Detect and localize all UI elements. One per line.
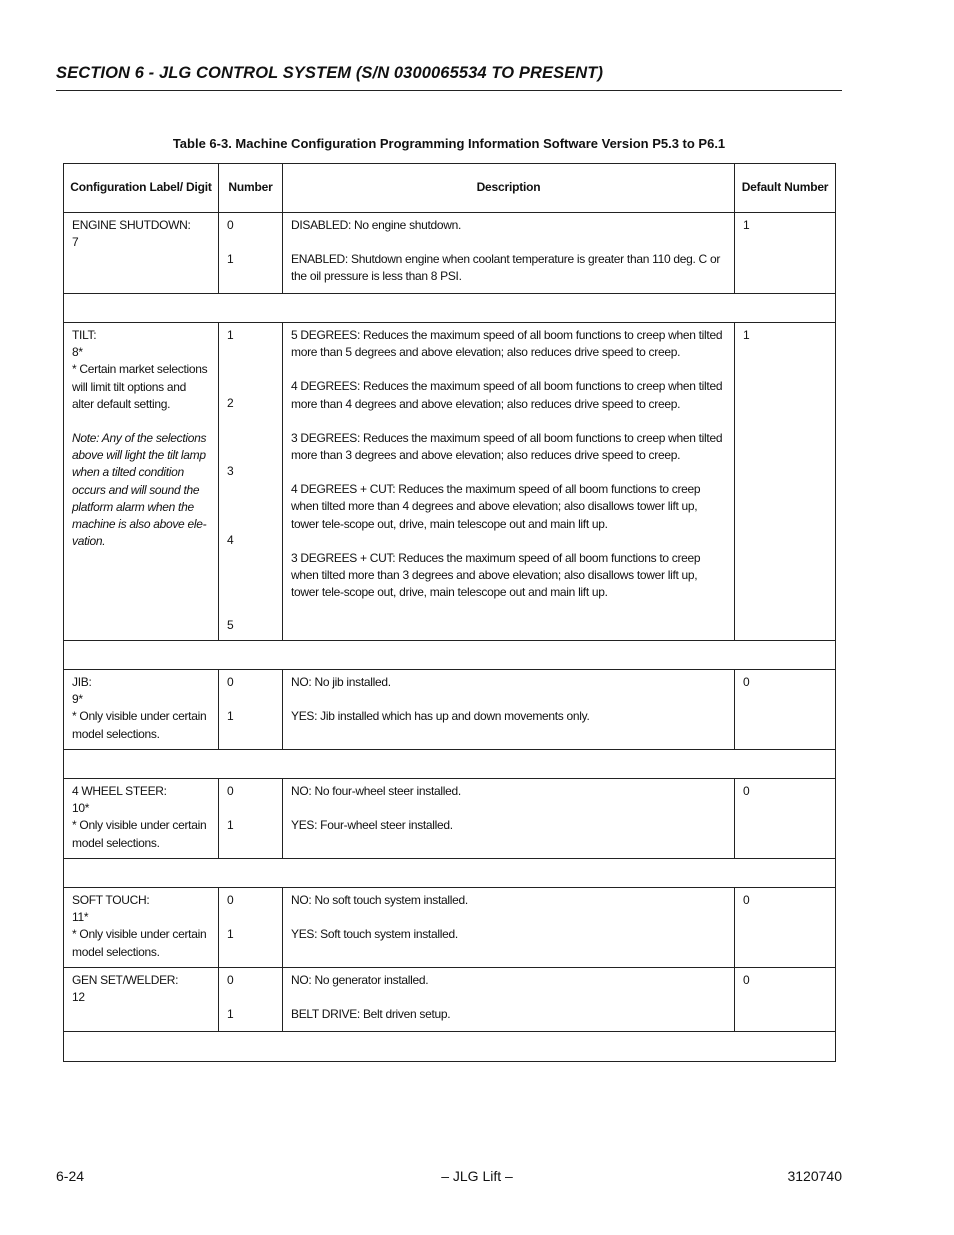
spacer-row (64, 641, 836, 670)
option-number: 1 (227, 709, 234, 724)
column-header-label: Configuration Label/ Digit (64, 164, 219, 213)
option-number: 5 (227, 617, 234, 632)
config-label: GEN SET/WELDER: (72, 973, 179, 988)
table-caption: Table 6-3. Machine Configuration Programming Information Software Version P5.3 to P6.1 (172, 136, 726, 151)
configuration-table (63, 163, 836, 1062)
spacer-row (64, 1032, 836, 1062)
description-cell (283, 779, 735, 859)
option-description: NO: No jib installed. (291, 675, 391, 690)
label-cell (64, 323, 219, 641)
config-digit: 12 (72, 990, 85, 1005)
table-row-tilt (64, 323, 836, 641)
number-cell (219, 888, 283, 968)
config-note: Note: Any of the selections above will light the tilt lamp when a tilted condition occurs and will sound the platform alarm when the machine is also above ele-vation. (72, 431, 207, 549)
option-number: 0 (227, 893, 234, 908)
option-number: 2 (227, 396, 234, 411)
label-cell (64, 888, 219, 968)
default-cell: 1 (735, 213, 836, 294)
config-digit: 9* (72, 692, 83, 707)
table-header-row (64, 164, 836, 213)
header-rule (56, 90, 842, 91)
number-cell (219, 779, 283, 859)
label-cell (64, 968, 219, 1032)
option-number: 0 (227, 218, 234, 232)
config-footnote: * Only visible under certain model selections. (72, 818, 207, 850)
config-label: TILT: (72, 328, 97, 342)
config-footnote: * Only visible under certain model selections. (72, 709, 207, 741)
column-header-default: Default Number (735, 164, 836, 213)
config-label: 4 WHEEL STEER: (72, 784, 167, 799)
option-description: 5 DEGREES: Reduces the maximum speed of all boom functions to creep when tilted more than 5 degrees and above elevation; also reduces drive speed to creep. (291, 328, 723, 360)
default-cell: 0 (735, 888, 836, 968)
number-cell (219, 323, 283, 641)
option-number: 1 (227, 1007, 234, 1022)
option-number: 0 (227, 784, 234, 799)
default-cell: 0 (735, 968, 836, 1032)
option-description: BELT DRIVE: Belt driven setup. (291, 1007, 451, 1022)
number-cell (219, 213, 283, 294)
config-label: ENGINE SHUTDOWN: (72, 218, 191, 232)
number-cell (219, 670, 283, 750)
config-footnote: * Certain market selections will limit tilt options and alter default setting. (72, 362, 208, 411)
table-row-jib (64, 670, 836, 750)
config-label: JIB: (72, 675, 92, 690)
option-description: NO: No soft touch system installed. (291, 893, 468, 908)
option-description: 4 DEGREES: Reduces the maximum speed of all boom functions to creep when tilted more than 4 degrees and above elevation; also reduces drive speed to creep. (291, 379, 723, 411)
option-description: NO: No four-wheel steer installed. (291, 784, 461, 799)
option-number: 0 (227, 675, 234, 690)
spacer-row (64, 859, 836, 888)
option-description: ENABLED: Shutdown engine when coolant temperature is greater than 110 deg. C or the oil pressure is less than 8 PSI. (291, 252, 721, 284)
config-digit: 10* (72, 801, 90, 816)
option-number: 0 (227, 973, 234, 988)
option-description: YES: Four-wheel steer installed. (291, 818, 453, 833)
number-cell (219, 968, 283, 1032)
option-description: 3 DEGREES + CUT: Reduces the maximum speed of all boom functions to creep when tilted more than 3 degrees and above elevation; also disallows tower lift up, tower tele-scope out, drive, main telescope out and main lift up. (291, 550, 701, 600)
description-cell (283, 323, 735, 641)
option-number: 1 (227, 252, 234, 267)
label-cell (64, 670, 219, 750)
description-cell (283, 968, 735, 1032)
table-row-soft-touch (64, 888, 836, 968)
option-number: 4 (227, 532, 234, 547)
default-cell: 0 (735, 779, 836, 859)
default-cell: 0 (735, 670, 836, 750)
option-number: 1 (227, 818, 234, 833)
column-header-number: Number (219, 164, 283, 213)
footer-brand: – JLG Lift – (441, 1168, 513, 1184)
table-row-engine-shutdown (64, 213, 836, 294)
column-header-description: Description (283, 164, 735, 213)
description-cell (283, 213, 735, 294)
label-cell (64, 779, 219, 859)
description-cell (283, 888, 735, 968)
config-label: SOFT TOUCH: (72, 893, 150, 908)
table-row-gen-set-welder (64, 968, 836, 1032)
page-number: 6-24 (56, 1168, 85, 1184)
config-digit: 7 (72, 235, 79, 250)
option-description: YES: Soft touch system installed. (291, 927, 458, 942)
label-cell (64, 213, 219, 294)
spacer-row (64, 750, 836, 779)
spacer-row (64, 294, 836, 323)
config-digit: 8* (72, 345, 83, 360)
default-cell: 1 (735, 323, 836, 641)
table-row-four-wheel-steer (64, 779, 836, 859)
option-number: 3 (227, 464, 234, 479)
option-description: 3 DEGREES: Reduces the maximum speed of all boom functions to creep when tilted more than 3 degrees and above elevation; also reduces drive speed to creep. (291, 430, 723, 463)
config-digit: 11* (72, 910, 89, 925)
option-description: 4 DEGREES + CUT: Reduces the maximum speed of all boom functions to creep when tilted more than 4 degrees and above elevation; also disallows tower lift up, tower tele-scope out, drive, main telescope out and main lift up. (291, 482, 701, 531)
description-cell (283, 670, 735, 750)
document-number: 3120740 (787, 1168, 842, 1184)
config-footnote: * Only visible under certain model selections. (72, 927, 207, 959)
option-number: 1 (227, 328, 234, 342)
option-number: 1 (227, 927, 234, 942)
option-description: YES: Jib installed which has up and down movements only. (291, 709, 590, 724)
section-title: SECTION 6 - JLG CONTROL SYSTEM (S/N 0300065534 TO PRESENT) (56, 64, 604, 82)
option-description: NO: No generator installed. (291, 973, 429, 988)
option-description: DISABLED: No engine shutdown. (291, 218, 462, 232)
